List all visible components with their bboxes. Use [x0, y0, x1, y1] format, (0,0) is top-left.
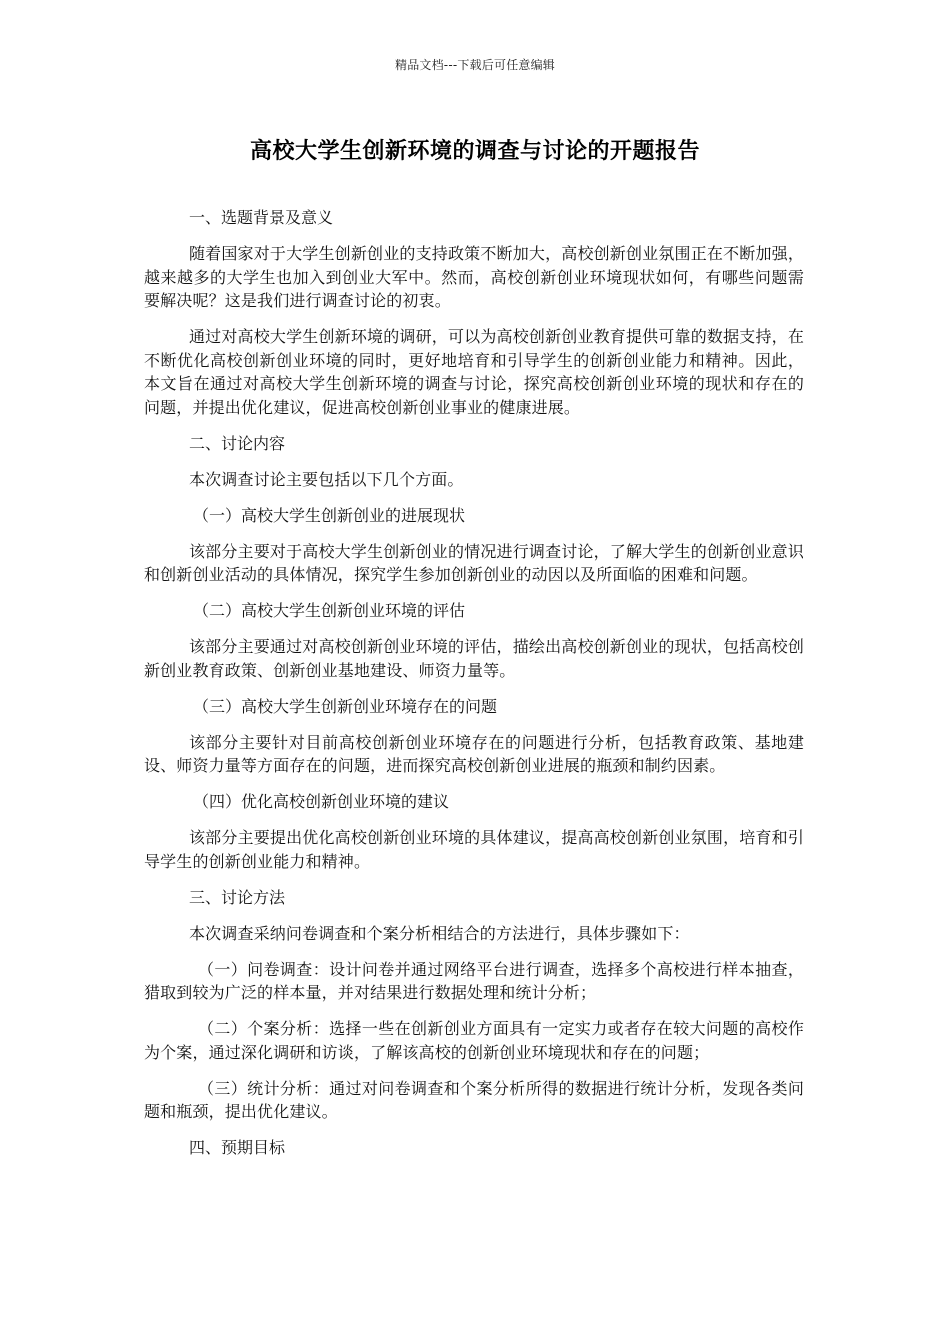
subheading-content-1: （一）高校大学生创新创业的进展现状	[193, 505, 466, 525]
section-heading-background: 一、选题背景及意义	[189, 208, 334, 227]
method-step-3: （三）统计分析：通过对问卷调查和个案分析所得的数据进行统计分析，发现各类问题和瓶颈，提出优化建议。	[144, 1078, 804, 1121]
subheading-content-2: （二）高校大学生创新创业环境的评估	[193, 601, 466, 620]
paragraph-background-1: 随着国家对于大学生创新创业的支持政策不断加大，高校创新创业氛围正在不断加强，越来越多的大学生也加入到创业大军中。然而，高校创新创业环境现状如何，有哪些问题需要解决呢？这是我们进行调查讨论的初衷。	[144, 244, 804, 310]
paragraph-content-2: 该部分主要通过对高校创新创业环境的评估，描绘出高校创新创业的现状，包括高校创新创业教育政策、创新创业基地建设、师资力量等。	[144, 637, 804, 680]
document-title: 高校大学生创新环境的调查与讨论的开题报告	[249, 139, 700, 164]
method-step-1: （一）问卷调查：设计问卷并通过网络平台进行调查，选择多个高校进行样本抽查，猎取到较为广泛的样本量，并对结果进行数据处理和统计分析；	[144, 959, 804, 1002]
page-header-note: 精品文档---下载后可任意编辑	[395, 58, 555, 72]
subheading-content-3: （三）高校大学生创新创业环境存在的问题	[193, 696, 498, 716]
section-heading-goals: 四、预期目标	[189, 1138, 286, 1157]
subheading-content-4: （四）优化高校创新创业环境的建议	[193, 792, 450, 811]
section-heading-method: 三、讨论方法	[189, 887, 286, 907]
section-heading-content: 二、讨论内容	[189, 433, 286, 453]
paragraph-content-intro: 本次调查讨论主要包括以下几个方面。	[189, 469, 464, 489]
paragraph-content-1: 该部分主要对于高校大学生创新创业的情况进行调查讨论，了解大学生的创新创业意识和创新创业活动的具体情况，探究学生参加创新创业的动因以及所面临的困难和问题。	[144, 541, 804, 584]
document-body	[144, 206, 804, 1172]
paragraph-content-3: 该部分主要针对目前高校创新创业环境存在的问题进行分析，包括教育政策、基地建设、师资力量等方面存在的问题，进而探究高校创新创业进展的瓶颈和制约因素。	[144, 732, 804, 775]
method-step-2: （二）个案分析：选择一些在创新创业方面具有一定实力或者存在较大问题的高校作为个案，通过深化调研和访谈，了解该高校的创新创业环境现状和存在的问题；	[144, 1019, 804, 1062]
paragraph-method-intro: 本次调查采纳问卷调查和个案分析相结合的方法进行，具体步骤如下：	[189, 923, 690, 943]
paragraph-content-4: 该部分主要提出优化高校创新创业环境的具体建议，提高高校创新创业氛围，培育和引导学生的创新创业能力和精神。	[144, 828, 804, 871]
paragraph-background-2: 通过对高校大学生创新环境的调研，可以为高校创新创业教育提供可靠的数据支持，在不断优化高校创新创业环境的同时，更好地培育和引导学生的创新创业能力和精神。因此，本文旨在通过对高校大学生创新环境的调查与讨论，探究高校创新创业环境的现状和存在的问题，并提出优化建议，促进高校创新创业事业的健康进展。	[144, 327, 804, 417]
